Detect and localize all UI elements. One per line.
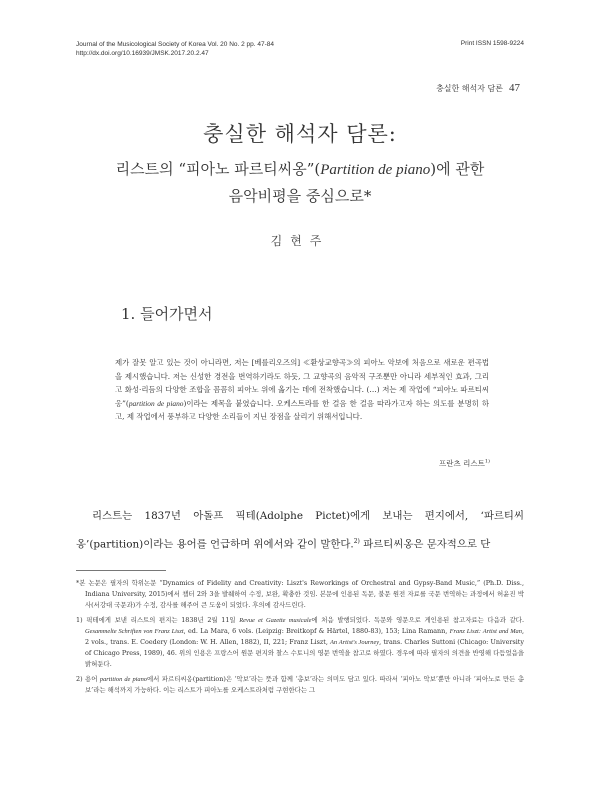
subtitle-line-2: 음악비평을 중심으로* — [228, 187, 372, 205]
fn1-g: , 2 vols., trans. E. Coedery (London: W. H. Allen, 1882), II, 221; Franz Liszt, — [85, 627, 524, 646]
page-number: 47 — [509, 82, 520, 94]
fn2-b: partition de piano — [99, 676, 147, 683]
footnote-star: *본 논문은 필자의 학위논문 “Dynamics of Fidelity and Creativity: Liszt's Reworkings of Orchestral and Gypsy-Band Music,” (Ph.D. Diss., Indiana University, 2015)에서 챕터 2와 3을 발췌하여 수정, 보완, 확충한 것임. 본문에 인용된 독문, 불문 원전 자료를 국문 번역하는 과정에서 허윤진 박사(서강대 국문과)가 수정, 감사를 해주어 큰 도움이 되었다. 후의에 감사드린다. — [76, 579, 524, 609]
fn1-i: , trans. Charles Suttoni (Chicago: University of Chicago Press, 1989), 46. 위의 인용은 프랑스어 원문 편지와 찰스 수토니의 영문 번역을 참고로 하였다. 경우에 따라 필자의 의견을 반영해 다듬었음을 밝혀둔다. — [85, 638, 524, 668]
fn1-b: Revue et Gazette musicale — [239, 617, 312, 624]
running-head-title: 충실한 해석자 담론 — [436, 84, 503, 93]
fn1-a: 1) 픽테에게 보낸 리스트의 편지는 1838년 2월 11일 — [76, 616, 240, 624]
fn2-a: 2) 용어 — [76, 675, 100, 683]
fn1-c: 에 처음 발행되었다. 독문와 영문으로 게인용된 참고자료는 다음과 같다. — [311, 616, 524, 624]
epigraph-attribution — [439, 458, 490, 469]
issn: Print ISSN 1598-9224 — [460, 40, 524, 47]
body-paragraph — [76, 504, 524, 557]
footnote-ref-1[interactable]: 1) — [484, 458, 490, 465]
epigraph-italic: partition de piano — [128, 398, 184, 408]
fn1-e: , ed. La Mara, 6 vols. (Leipzig: Breitkopf & Härtel, 1880-83), 153; Lina Ramann, — [183, 627, 450, 635]
author-name: 김현주 — [270, 234, 330, 248]
fn1-h: An Artist's Journey — [330, 639, 380, 646]
subtitle-pre: 리스트의 “피아노 파르티씨옹”( — [115, 160, 321, 178]
subtitle-line-1 — [0, 156, 600, 183]
epigraph-text-post: )이라는 제목을 붙였습니다. 오케스트라를 한 걸음 한 걸음 따라가고자 하는 의도를 분명히 하고, 제 작업에서 풍부하고 다양한 소리들이 지닌 장점을 살리기 위해서입니다. — [115, 398, 489, 422]
section-heading: 1. 들어가면서 — [121, 305, 213, 323]
footnote-2 — [76, 674, 524, 696]
fn1-d: Gesammelte Schriften von Franz Liszt — [85, 628, 184, 635]
footnote-divider — [76, 570, 166, 571]
article-subtitle — [0, 156, 600, 209]
journal-header — [76, 40, 274, 58]
footnote-1 — [76, 615, 524, 670]
article-title: 충실한 해석자 담론: — [203, 122, 397, 146]
fn2-c: 에서 파르티씨옹(partition)은 ‘악보’라는 뜻과 함께 ‘총보’라는 의미도 담고 있다. 따라서 ‘피아노 악보’뿐만 아니라 ‘피아노로 만든 총보’라는 해석까지 가능하다. 이는 리스트가 피아노를 오케스트라처럼 구현한다는 그 — [85, 675, 525, 694]
footnote-ref-2[interactable]: 2) — [353, 538, 360, 545]
subtitle-italic: Partition de piano — [320, 162, 431, 178]
running-head — [436, 82, 520, 94]
journal-citation: Journal of the Musicological Society of Korea Vol. 20 No. 2 pp. 47-84 — [76, 41, 275, 48]
body-text: 리스트는 1837년 아돌프 픽테(Adolphe Pictet)에게 보내는 편지에서, ‘파르티씨옹’(partition)이라는 용어를 언급하며 위에서와 같이 말한다. — [76, 510, 524, 551]
doi-link[interactable]: http://dx.doi.org/10.16939/JMSK.2017.20.2.47 — [76, 50, 209, 57]
epigraph-text-pre: 제가 잘못 알고 있는 것이 아니라면, 저는 [베를리오즈의] ≪환상교향곡≫의 피아노 악보에 처음으로 새로운 편곡법을 제시했습니다. 저는 신성한 경전을 번역하기라도 하듯, 그 교향곡의 음악적 구조뿐만 아니라 세부적인 효과, 그리고 화성·리듬의 다양한 조합을 꼼꼼히 피아노 위에 옮기는 데에 전착했습니다. (…) 저는 제 작업에 “피아노 파르티씨옹”( — [115, 358, 489, 408]
attribution-name: 프란츠 리스트 — [439, 459, 485, 468]
subtitle-post: )에 관한 — [430, 160, 485, 178]
fn1-f: Franz Liszt: Artist and Man — [449, 628, 522, 635]
footnotes — [76, 578, 524, 700]
body-text-tail: 파르티씨옹은 문자적으로 단 — [359, 538, 491, 551]
epigraph-quote — [115, 356, 489, 424]
